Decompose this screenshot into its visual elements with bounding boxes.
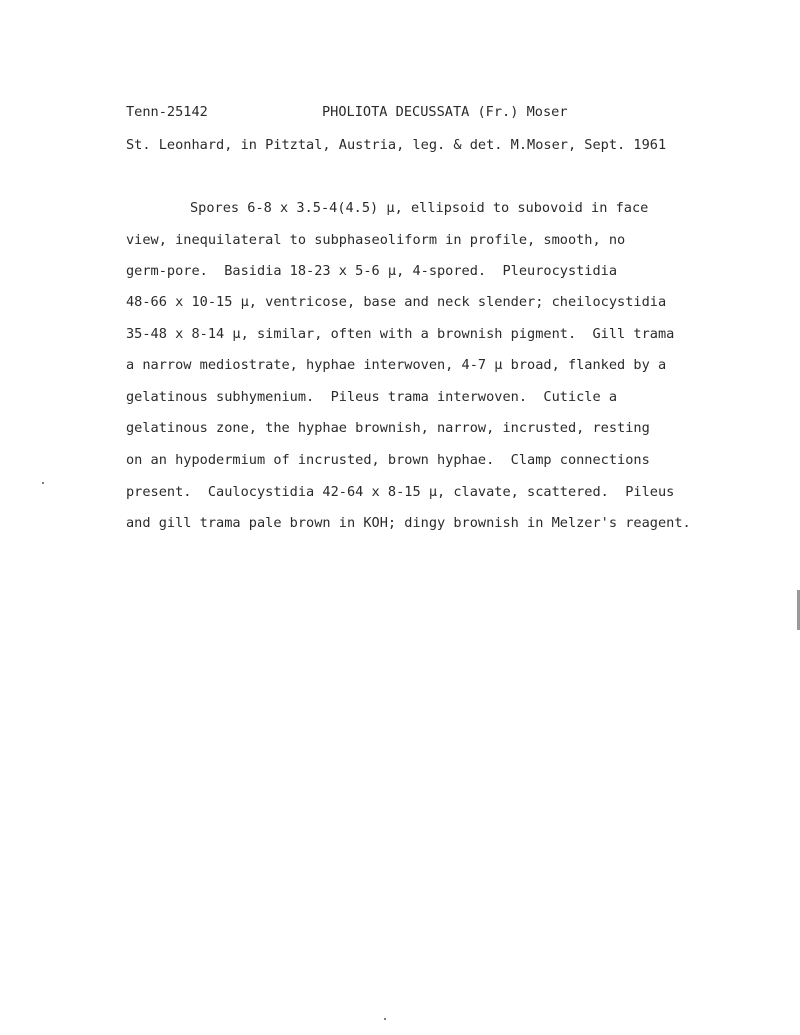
description-line: 35-48 x 8-14 µ, similar, often with a brownish pigment. Gill trama: [126, 326, 675, 342]
scan-speck: [384, 1018, 386, 1020]
description-line: and gill trama pale brown in KOH; dingy brownish in Melzer's reagent.: [126, 515, 691, 531]
description-line: a narrow mediostrate, hyphae interwoven, 4-7 µ broad, flanked by a: [126, 357, 667, 373]
description-line: Spores 6-8 x 3.5-4(4.5) µ, ellipsoid to subovoid in face: [190, 200, 649, 216]
description-line: present. Caulocystidia 42-64 x 8-15 µ, clavate, scattered. Pileus: [126, 484, 675, 500]
accession-number: Tenn-25142: [126, 104, 208, 120]
description-line: 48-66 x 10-15 µ, ventricose, base and neck slender; cheilocystidia: [126, 294, 667, 310]
scan-speck: [42, 482, 44, 484]
description-line: germ-pore. Basidia 18-23 x 5-6 µ, 4-spored. Pleurocystidia: [126, 263, 618, 279]
species-title: PHOLIOTA DECUSSATA (Fr.) Moser: [322, 104, 568, 120]
description-line: view, inequilateral to subphaseoliform in profile, smooth, no: [126, 232, 626, 248]
description-line: gelatinous zone, the hyphae brownish, narrow, incrusted, resting: [126, 420, 650, 436]
description-line: on an hypodermium of incrusted, brown hyphae. Clamp connections: [126, 452, 650, 468]
collection-locality: St. Leonhard, in Pitztal, Austria, leg. & det. M.Moser, Sept. 1961: [126, 137, 667, 153]
description-line: gelatinous subhymenium. Pileus trama interwoven. Cuticle a: [126, 389, 618, 405]
